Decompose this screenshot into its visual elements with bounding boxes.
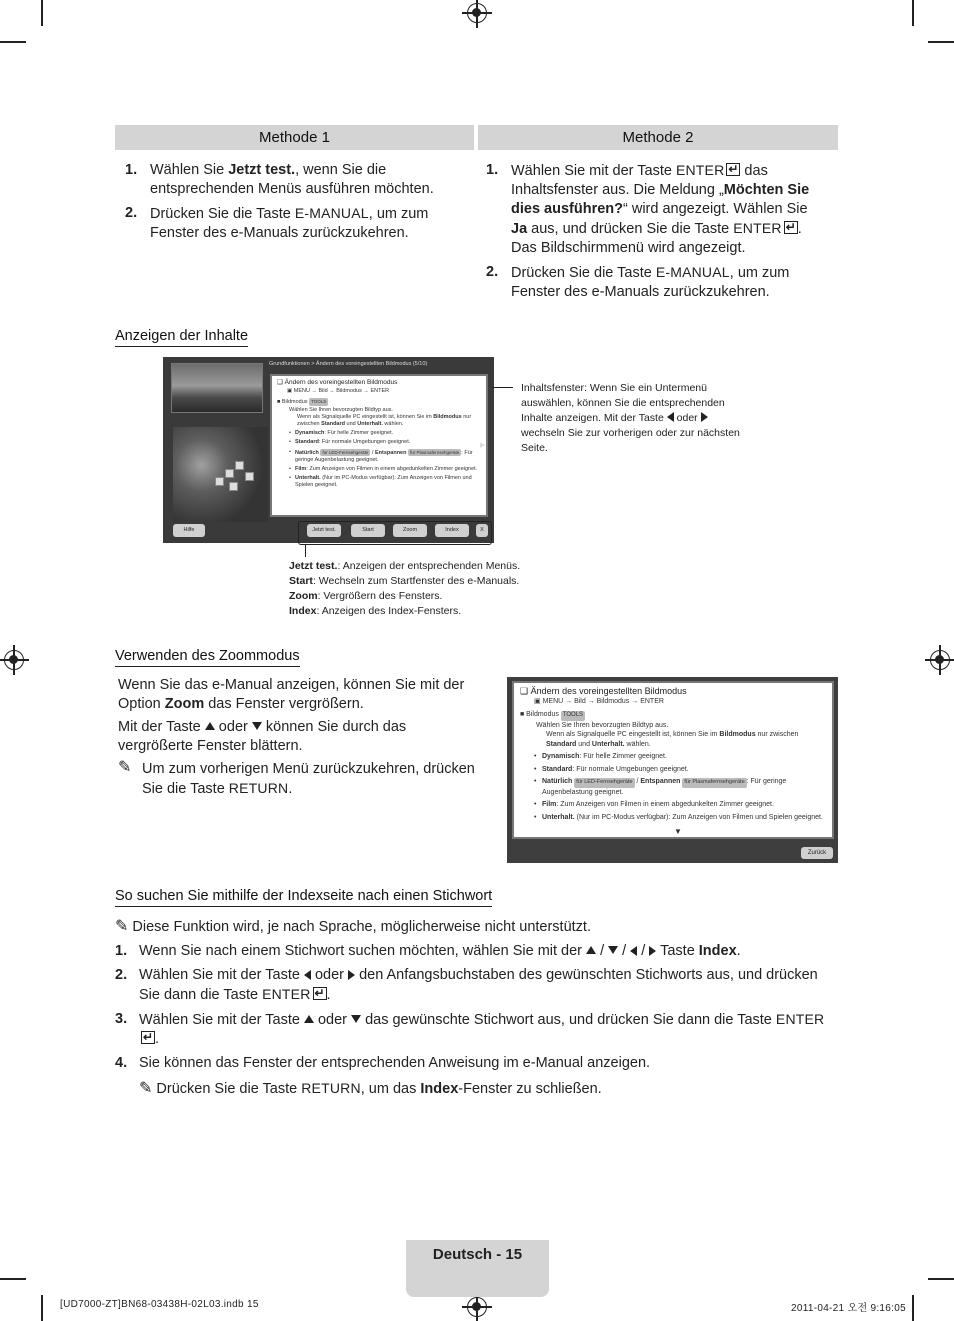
- crop-mark: [928, 41, 954, 43]
- list-item: • Unterhalt. (Nur im PC-Modus verfügbar): Zum Anzeigen von Filmen und Spielen geeignet.: [295, 475, 481, 489]
- right-arrow-icon: [701, 412, 708, 422]
- method-2-header: Methode 2: [478, 125, 838, 150]
- tile-icon: [235, 461, 244, 470]
- crop-mark: [912, 1295, 914, 1321]
- content-subheading: ■ Bildmodus TOOLS: [520, 710, 826, 721]
- content-heading: ❑ Ändern des voreingestellten Bildmodus: [277, 379, 398, 386]
- index-section-title: So suchen Sie mithilfe der Indexseite nach einen Stichwort: [115, 888, 492, 907]
- down-arrow-icon: [608, 946, 618, 954]
- index-note: ✎ Diese Funktion wird, je nach Sprache, möglicherweise nicht unterstützt.: [115, 918, 591, 935]
- list-item: • Natürlich für LED-Fernsehgeräte / Entspannen für Plasmafernsehgeräte : Für geringe Augenbelastung geeignet.: [295, 449, 481, 464]
- print-slug-left: [UD7000-ZT]BN68-03438H-02L03.indb 15: [60, 1299, 259, 1310]
- content-window[interactable]: ❑ Ändern des voreingestellten Bildmodus ▣ MENU → Bild → Bildmodus → ENTER ■ Bildmodus TOOLS Wählen Sie Ihren bevorzugten Bildtyp aus. Wenn als Signalquelle PC eingestellt ist, können Sie im Bildmodus nur zwischen Standard und Unterhalt. wählen. • Dynamisch: Für helle Zimmer geeignet. • Standard: Für normale Umgebungen geeignet. • Natürlich für LED-Fernsehgeräte / Entspannen für Plasmafernsehgeräte : Für geringe Augenbelastung geeignet. • Film: Zum Anzeigen von Filmen in einem abgedunkelten Zimmer geeignet. • Unterhalt. (Nur im PC-Modus verfügbar): Zum Anzeigen von Filmen und Spielen geeignet.: [270, 374, 488, 517]
- tile-icon: [215, 477, 224, 486]
- scroll-down-arrow-icon[interactable]: ▼: [674, 827, 682, 836]
- crop-mark: [0, 41, 26, 43]
- enter-icon: [726, 163, 740, 176]
- registration-mark-icon: [467, 1297, 487, 1317]
- print-slug-right: 2011-04-21 오전 9:16:05: [791, 1303, 906, 1314]
- tile-icon: [225, 469, 234, 478]
- left-arrow-icon: [630, 946, 637, 956]
- index-step-4: 4. Sie können das Fenster der entsprechenden Anweisung im e-Manual anzeigen. ✎ Drücken Sie die Taste RETURN, um das Index-Fenster zu schließen.: [115, 1054, 840, 1099]
- list-item: • Standard: Für normale Umgebungen geeignet.: [542, 765, 826, 775]
- zoomed-content-window[interactable]: ❑ Ändern des voreingestellten Bildmodus ▣ MENU → Bild → Bildmodus → ENTER ■ Bildmodus TOOLS Wählen Sie Ihren bevorzugten Bildtyp aus. Wenn als Signalquelle PC eingestellt ist, können Sie im Bildmodus nur zwischen Standard und Unterhalt. wählen. • Dynamisch: Für helle Zimmer geeignet. • Standard: Für normale Umgebungen geeignet. • Natürlich für LED-Fernsehgeräte / Entspannen für Plasmafernsehgeräte : Für geringe Augenbelastung geeignet. • Film: Zum Anzeigen von Filmen in einem abgedunkelten Zimmer geeignet. • Unterhalt. (Nur im PC-Modus verfügbar): Zum Anzeigen von Filmen und Spielen geeignet. ▼: [512, 681, 834, 839]
- close-button[interactable]: X: [476, 524, 488, 537]
- e-manual-screen: [163, 357, 494, 543]
- start-button[interactable]: Start: [351, 524, 385, 537]
- method-2-step-2: 2. Drücken Sie die Taste E-MANUAL, um zum Fenster des e-Manuals zurückzukehren.: [486, 264, 790, 300]
- next-page-arrow-icon[interactable]: ▶: [480, 442, 486, 449]
- enter-icon: [313, 987, 327, 1000]
- tile-icon: [245, 472, 254, 481]
- callout-line: [492, 387, 513, 388]
- list-item: • Unterhalt. (Nur im PC-Modus verfügbar): Zum Anzeigen von Filmen und Spielen geeignet.: [542, 813, 826, 823]
- registration-mark-icon: [930, 650, 950, 670]
- method-1-step-2: 2. Drücken Sie die Taste E-MANUAL, um zum Fenster des e-Manuals zurückzukehren.: [125, 205, 429, 241]
- crop-mark: [0, 1278, 26, 1280]
- list-item: • Film: Zum Anzeigen von Filmen in einem abgedunkelten Zimmer geeignet.: [542, 800, 826, 810]
- method-1-step-1: 1. Wählen Sie Jetzt test., wenn Sie die entsprechenden Menüs ausführen möchten.: [125, 162, 434, 197]
- enter-icon: [141, 1031, 155, 1044]
- content-note: Wenn als Signalquelle PC eingestellt ist, können Sie im Bildmodus nur zwischen Standard und Unterhalt. wählen.: [297, 413, 472, 428]
- button-bar-highlight: [298, 521, 492, 545]
- up-arrow-icon: [304, 1015, 314, 1023]
- method-1-header: Methode 1: [115, 125, 474, 150]
- list-item: • Film: Zum Anzeigen von Filmen in einem abgedunkelten Zimmer geeignet.: [295, 466, 481, 473]
- list-item: • Standard: Für normale Umgebungen geeignet.: [295, 439, 481, 446]
- content-note: Wenn als Signalquelle PC eingestellt ist, können Sie im Bildmodus nur zwischen Standard und Unterhalt. wählen.: [546, 731, 799, 748]
- button-callout: Jetzt test.: Anzeigen der entsprechenden Menüs. Start: Wechseln zum Startfenster des e-Manuals. Zoom: Vergrößern des Fensters. Index: Anzeigen des Index-Fensters.: [289, 560, 521, 617]
- index-step-3: 3. Wählen Sie mit der Taste oder das gewünschte Stichwort aus, und drücken Sie dann die Taste ENTER↵.: [115, 1010, 840, 1049]
- crop-mark: [928, 1278, 954, 1280]
- crop-mark: [912, 0, 914, 26]
- content-path: ▣ MENU → Bild → Bildmodus → ENTER: [534, 697, 664, 705]
- contents-section-title: Anzeigen der Inhalte: [115, 328, 248, 347]
- index-button[interactable]: Index: [435, 524, 469, 537]
- zoom-button[interactable]: Zoom: [393, 524, 427, 537]
- note-pencil-icon: ✎: [118, 759, 132, 776]
- down-arrow-icon: [351, 1015, 361, 1023]
- note-pencil-icon: ✎: [115, 918, 129, 935]
- content-heading: ❑ Ändern des voreingestellten Bildmodus: [520, 686, 687, 696]
- right-arrow-icon: [348, 970, 355, 980]
- zoom-section-title: Verwenden des Zoommodus: [115, 648, 300, 667]
- screen-breadcrumb: Grundfunktionen > Ändern des voreingestellten Bildmodus (5/10): [269, 361, 428, 367]
- crop-mark: [41, 0, 43, 26]
- zoomed-screen: [507, 677, 838, 863]
- left-arrow-icon: [667, 412, 674, 422]
- try-now-button[interactable]: Jetzt test.: [307, 524, 341, 537]
- index-step-1: 1. Wenn Sie nach einem Stichwort suchen möchten, wählen Sie mit der / / / Taste Index.: [115, 943, 741, 959]
- list-item: • Natürlich für LED-Fernsehgeräte / Entspannen für Plasmafernsehgeräte : Für geringe Augenbelastung geeignet.: [542, 777, 826, 797]
- callout-line: [305, 545, 306, 557]
- list-item: • Dynamisch: Für helle Zimmer geeignet.: [295, 430, 481, 437]
- method-1-steps: [115, 161, 455, 248]
- mode-list: [542, 752, 826, 822]
- down-arrow-icon: [252, 722, 262, 730]
- list-item: • Dynamisch: Für helle Zimmer geeignet.: [542, 752, 826, 762]
- back-button[interactable]: Zurück: [801, 847, 833, 859]
- landscape-image: [171, 363, 263, 413]
- note-pencil-icon: ✎: [139, 1080, 153, 1097]
- tile-icon: [229, 482, 238, 491]
- zoom-description: Wenn Sie das e-Manual anzeigen, können Sie mit der Option Zoom das Fenster vergrößern. Mit der Taste oder können Sie durch das vergrößerte Fenster blättern. ✎ Um zum vorherigen Menü zurückzukehren, drücken Sie die Taste RETURN.: [118, 677, 475, 797]
- method-2-steps: [476, 161, 821, 307]
- up-arrow-icon: [586, 946, 596, 954]
- page-number-tab: Deutsch - 15: [406, 1240, 549, 1297]
- registration-mark-icon: [467, 3, 487, 23]
- registration-mark-icon: [4, 650, 24, 670]
- crop-mark: [41, 1295, 43, 1321]
- content-subheading: ■ Bildmodus TOOLS: [277, 399, 327, 406]
- help-button[interactable]: Hilfe: [173, 524, 205, 537]
- index-steps: [115, 917, 840, 1104]
- left-arrow-icon: [304, 970, 311, 980]
- content-window-callout: Inhaltsfenster: Wenn Sie ein Untermenü auswählen, können Sie die entsprechenden Inhalte anzeigen. Mit der Taste oder wechseln Sie zur vorherigen oder zur nächsten Seite.: [521, 382, 740, 454]
- content-path: ▣ MENU → Bild → Bildmodus → ENTER: [287, 388, 390, 395]
- index-close-note: ✎ Drücken Sie die Taste RETURN, um das Index-Fenster zu schließen.: [139, 1080, 602, 1097]
- method-2-step-1: 1. Wählen Sie mit der Taste ENTER↵ das Inhaltsfenster aus. Die Meldung „Möchten Sie dies ausführen?“ wird angezeigt. Wählen Sie Ja aus, und drücken Sie die Taste ENTER↵ . Das Bildschirmmenü wird angezeigt.: [476, 161, 821, 258]
- up-arrow-icon: [205, 722, 215, 730]
- index-step-2: 2. Wählen Sie mit der Taste oder den Anfangsbuchstaben des gewünschten Stichworts aus, und drücken Sie dann die Taste ENTER↵ .: [115, 966, 840, 1005]
- enter-icon: [784, 221, 798, 234]
- mode-list: [295, 430, 481, 489]
